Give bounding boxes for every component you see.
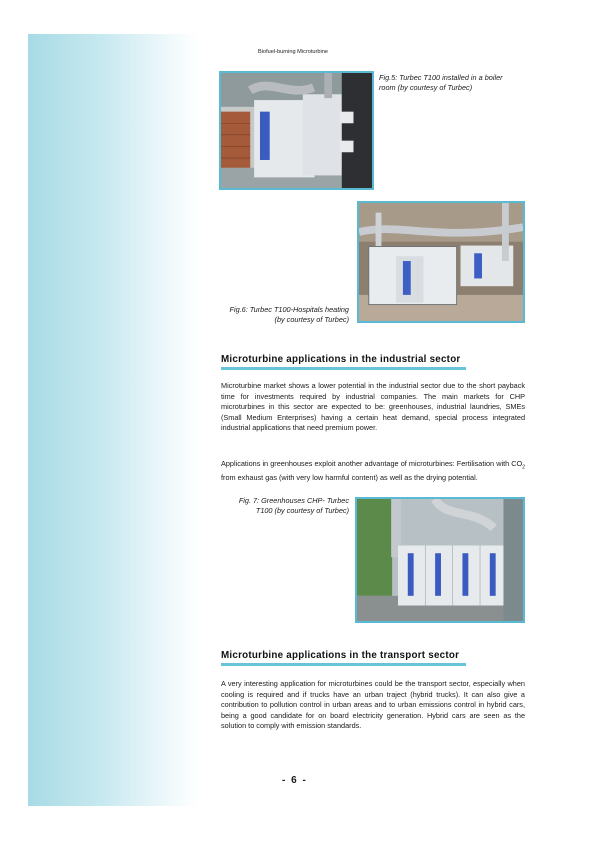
figure-6-caption: Fig.6: Turbec T100-Hospitals heating (by courtesy of Turbec) (229, 305, 349, 324)
boiler-room-illustration (221, 73, 372, 188)
figure-7-caption: Fig. 7: Greenhouses CHP- Turbec T100 (by courtesy of Turbec) (238, 496, 349, 515)
figure-5-caption: Fig.5: Turbec T100 installed in a boiler room (by courtesy of Turbec) (379, 73, 503, 92)
page-number: - 6 - (282, 775, 308, 786)
industrial-heading-underline (221, 367, 466, 370)
greenhouse-plant-illustration (357, 499, 523, 621)
side-color-band (28, 34, 200, 806)
transport-paragraph-1: A very interesting application for microturbines could be the transport sector, especially when cooling is required and if trucks have an urban traject (hybrid trucks). It can also give a contribution to pollution control in urban areas and to urban emissions control in hybrid cars, being a good candidate for on board electricity generation. Hybrid cars are seen as the solution to comply with emission standards. (221, 679, 525, 731)
figure-6-photo (357, 201, 525, 323)
hospital-plant-illustration (359, 203, 523, 321)
transport-section-heading: Microturbine applications in the transport sector (221, 650, 460, 661)
industrial-paragraph-1: Microturbine market shows a lower potential in the industrial sector due to the short payback time for investments required by industrial companies. The main markets for CHP microturbines in this sector are expected to be: greenhouses, industrial laundries, SMEs (Small Medium Enterprises) having a certain heat demand, special process integrated industrial applications that need premium power. (221, 381, 525, 433)
transport-heading-underline (221, 663, 466, 666)
industrial-section-heading: Microturbine applications in the industrial sector (221, 354, 461, 365)
industrial-paragraph-2: Applications in greenhouses exploit another advantage of microturbines: Fertilisation with $CO_2$ from exhaust gas (with very low harmful content) as well as the drying potential. (221, 459, 525, 483)
figure-7-photo (355, 497, 525, 623)
running-header: Biofuel-burning Microturbine (258, 49, 328, 55)
figure-5-photo (219, 71, 374, 190)
